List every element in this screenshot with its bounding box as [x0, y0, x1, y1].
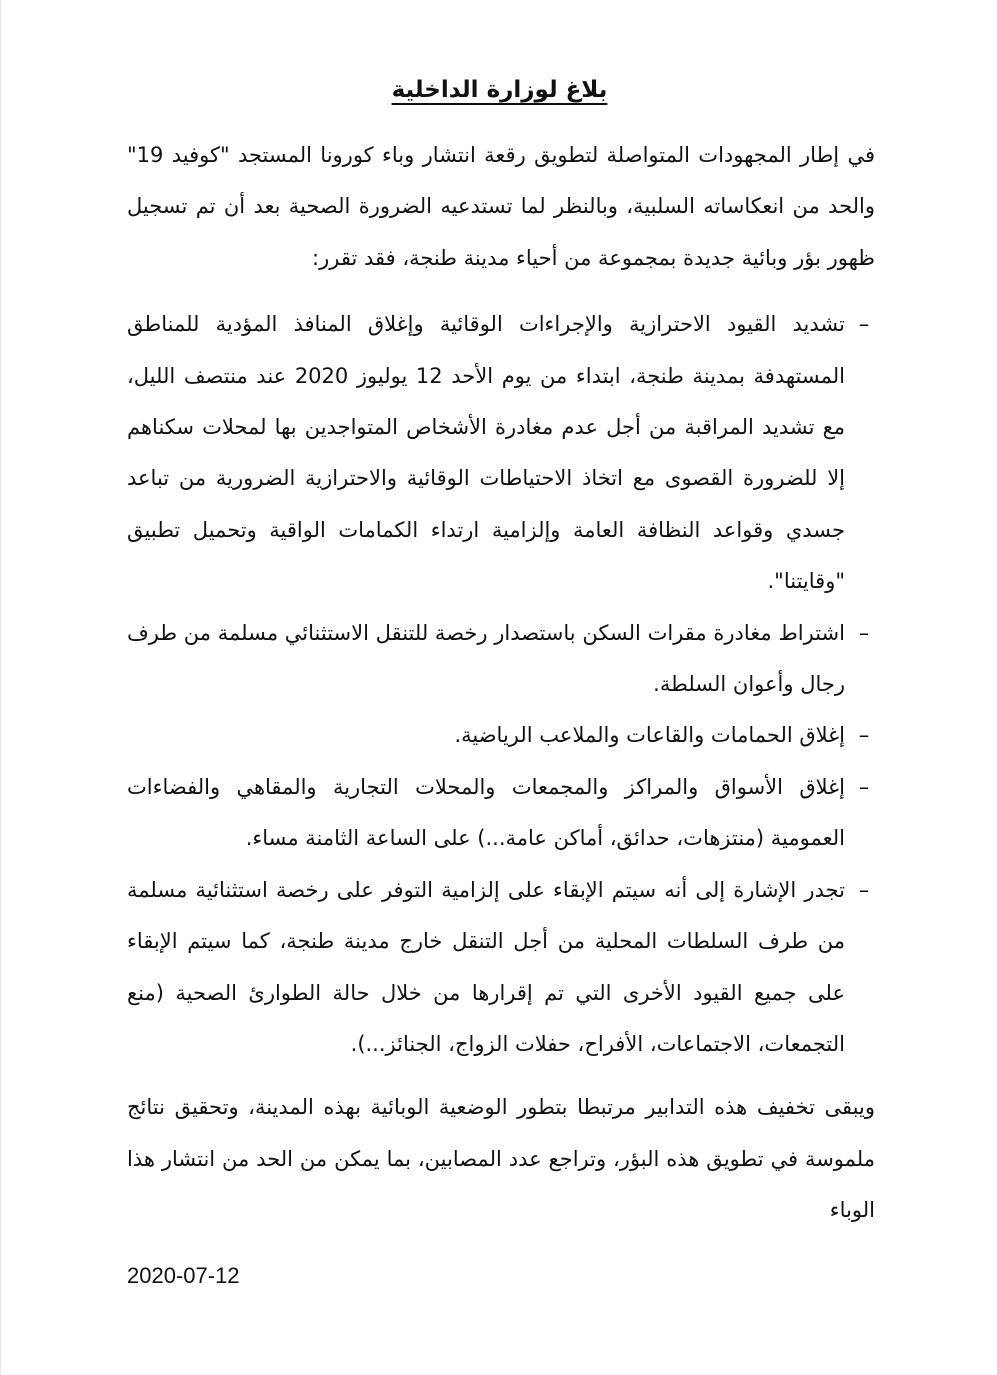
list-item-text: تجدر الإشارة إلى أنه سيتم الإبقاء على إلزامية التوفر على رخصة استثنائية مسلمة من طرف السلطات المحلية من أجل التنقل خارج مدينة طنجة، كما سيتم الإبقاء على جميع القيود الأخرى التي تم إقرارها من خلال حالة الطوارئ الصحية (منع التجمعات، الاجتماعات، الأفراح، حفلات الزواج، الجنائز...). — [127, 877, 845, 1056]
bullet-dash: – — [858, 877, 870, 902]
bullet-dash: – — [858, 774, 870, 799]
document-body — [127, 130, 875, 1237]
decisions-list — [127, 299, 875, 1070]
document-title: بلاغ لوزارة الداخلية — [391, 77, 608, 103]
closing-paragraph: ويبقى تخفيف هذه التدابير مرتبطا بتطور الوضعية الوبائية بهذه المدينة، وتحقيق نتائج ملموسة في تطويق هذه البؤر، وتراجع عدد المصابين، بما يمكن من الحد من انتشار هذا الوباء — [127, 1095, 875, 1223]
list-item-text: إغلاق الحمامات والقاعات والملاعب الرياضية. — [454, 723, 845, 748]
list-item — [127, 865, 875, 1071]
list-item-text: اشتراط مغادرة مقرات السكن باستصدار رخصة للتنقل الاستثنائي مسلمة من طرف رجال وأعوان السلطة. — [127, 620, 845, 697]
list-item — [127, 299, 875, 607]
list-item-text: تشديد القيود الاحترازية والإجراءات الوقائية وإغلاق المنافذ المؤدية للمناطق المستهدفة بمدينة طنجة، ابتداء من يوم الأحد 12 يوليوز 2020 عند منتصف الليل، مع تشديد المراقبة من أجل عدم مغادرة الأشخاص المتواجدين بها لمحلات سكناهم إلا للضرورة القصوى مع اتخاذ الاحتياطات الوقائية والاحترازية الضرورية من تباعد جسدي وقواعد النظافة العامة وإلزامية ارتداء الكمامات الواقية وتحميل تطبيق "وقايتنا". — [127, 312, 845, 594]
intro-paragraph: في إطار المجهودات المتواصلة لتطويق رقعة انتشار وباء كورونا المستجد "كوفيد 19" والحد من انعكاساته السلبية، وبالنظر لما تستدعيه الضرورة الصحية بعد أن تم تسجيل ظهور بؤر وبائية جديدة بمجموعة من أحياء مدينة طنجة، فقد تقرر: — [127, 143, 875, 270]
list-item-text: إغلاق الأسواق والمراكز والمجمعات والمحلات التجارية والمقاهي والفضاءات العمومية (منتزهات، حدائق، أماكن عامة...) على الساعة الثامنة مساء. — [127, 774, 845, 851]
list-item — [127, 762, 875, 865]
bullet-dash: – — [858, 312, 870, 337]
bullet-dash: – — [858, 620, 870, 645]
list-item — [127, 608, 875, 711]
bullet-dash: – — [858, 723, 870, 748]
document-date: 2020-07-12 — [127, 1263, 240, 1288]
list-item — [127, 710, 875, 761]
